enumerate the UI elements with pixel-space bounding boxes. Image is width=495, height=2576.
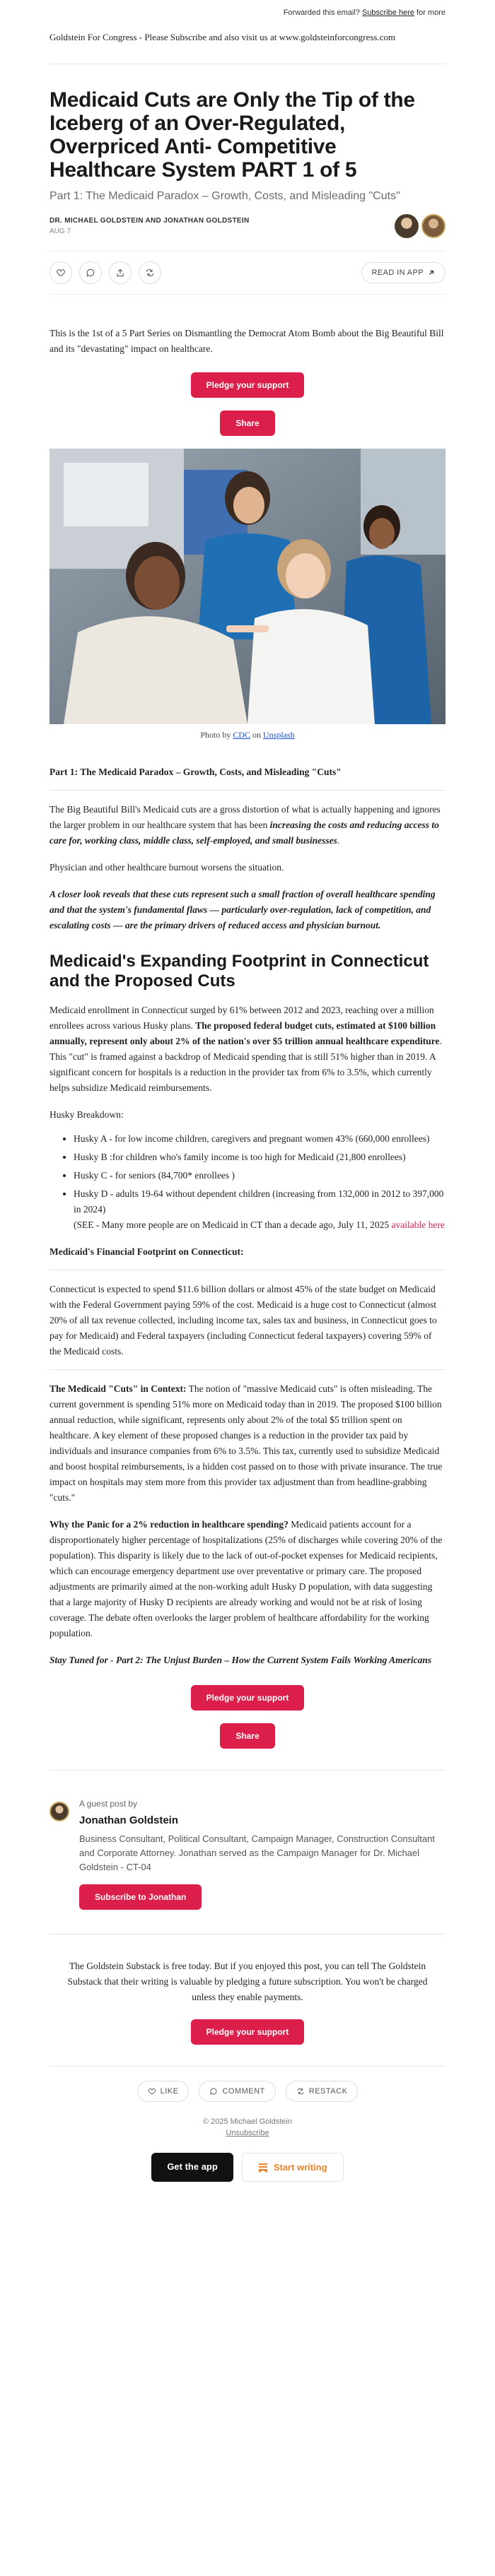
article-photo[interactable] <box>50 449 446 724</box>
footer-actions <box>50 2081 446 2102</box>
footer-like-button[interactable]: LIKE <box>137 2081 190 2102</box>
guest-post-card <box>50 1799 446 1910</box>
guest-name[interactable]: Jonathan Goldstein <box>79 1814 179 1826</box>
paragraph: Medicaid enrollment in Connecticut surged by 61% between 2012 and 2023, reaching over a million enrollees across various Husky plans. The proposed federal budget cuts, estimated at $100 billion annually, represent only about 2% of the nation's over $5 trillion annual healthcare expenditure. This "cut" is framed against a backdrop of Medicaid spending that is still 51% higher than in 2019. A significant concern for hospitals is a reduction in the provider tax from 6% to 3.5%, which currently helps subsidize Medicaid reimbursements. <box>50 1005 442 1093</box>
list-item: • Husky D - adults 19-64 without dependent children (increasing from 132,000 in 2012 to 397,000 in 2024) (SEE - Many more people are on Medicaid in CT than a decade ago, July 11, 2025 available here <box>74 1186 446 1233</box>
external-arrow-icon <box>428 269 435 276</box>
paragraph: Physician and other healthcare burnout worsens the situation. <box>50 862 284 873</box>
restack-button[interactable] <box>139 261 161 284</box>
paragraph: A closer look reveals that these cuts represent such a small fraction of overall healthcare spending and that the system's fundamental flaws — particularly over-regulation, lack of competition, and escalating costs — are the primary drivers of reduced access and physician burnout. <box>50 889 436 930</box>
guest-tag: A guest post by <box>79 1799 138 1809</box>
paragraph: The Medicaid "Cuts" in Context: The notion of "massive Medicaid cuts" is often misleading. The current government is spending 51% more on Medicaid today than in 2019. The proposed $100 billion annual reduction, while significant, represents only about 2% of the total $5 trillion spent on healthcare. A key element of these proposed changes is a reduction in the provider tax paid by individuals and insurance companies from 6% to 3.5%. This tax, currently used to subsidize Medicaid and boost hospital reimbursements, is a hidden cost passed on to those with private insurance. The true impact on hospitals may stem more from this provider tax adjustment than from headline-grabbing "cuts." <box>50 1383 443 1503</box>
guest-bio: Business Consultant, Political Consultant, Campaign Manager, Construction Consultant and Corporate Attorney. Jonathan served as the Campaign Manager for Dr. Michael Goldstein - CT-04 <box>79 1833 435 1872</box>
footer-note: The Goldstein Substack is free today. But if you enjoyed this post, you can tell The Goldstein Substack that their writing is valuable by pledging a future subscription. You won't be charged unless they enable payments. <box>67 1961 428 2002</box>
paragraph: Medicaid's Financial Footprint on Connecticut: <box>50 1246 244 1257</box>
byline <box>50 214 446 238</box>
footer-comment-button[interactable]: COMMENT <box>199 2081 275 2102</box>
divider <box>50 1369 446 1370</box>
part-heading: Part 1: The Medicaid Paradox – Growth, Costs, and Misleading "Cuts" <box>50 767 342 777</box>
vaccination-photo <box>50 449 446 724</box>
avatar[interactable] <box>421 214 446 238</box>
photo-source-link[interactable]: Unsplash <box>263 730 295 740</box>
pledge-button[interactable]: Pledge your support <box>191 372 305 398</box>
subscribe-jonathan-button[interactable]: Subscribe to Jonathan <box>79 1884 202 1910</box>
share-button[interactable] <box>109 261 132 284</box>
section-heading: Medicaid's Expanding Footprint in Connecticut and the Proposed Cuts <box>50 952 429 991</box>
start-writing-button[interactable]: Start writing <box>242 2153 344 2182</box>
restack-icon <box>145 268 155 278</box>
divider <box>50 1770 446 1771</box>
subscribe-here-link[interactable]: Subscribe here <box>361 8 414 17</box>
paragraph: The Big Beautiful Bill's Medicaid cuts are a gross distortion of what is actually happening and ignores the larger problem in our healthcare system that has been increasing the costs and reducing access to care for, working class, middle class, self-employed, and small businesses. <box>50 804 441 846</box>
lead-paragraph: This is the 1st of a 5 Part Series on Dismantling the Democrat Atom Bomb about the Big Beautiful Bill and its "devastating" impact on healthcare. <box>50 328 444 354</box>
authors[interactable]: DR. MICHAEL GOLDSTEIN AND JONATHAN GOLDSTEIN <box>50 217 250 225</box>
husky-list <box>50 1131 446 1233</box>
pledge-button[interactable]: Pledge your support <box>191 2019 305 2045</box>
husky-heading: Husky Breakdown: <box>50 1109 124 1120</box>
post-date: AUG 7 <box>50 228 71 235</box>
author-avatars <box>395 214 446 238</box>
app-buttons <box>50 2153 446 2182</box>
comment-icon <box>209 2087 218 2096</box>
post-subtitle: Part 1: The Medicaid Paradox – Growth, Costs, and Misleading "Cuts" <box>50 190 400 202</box>
available-here-link[interactable]: available here <box>391 1219 445 1230</box>
list-item: • Husky C - for seniors (84,700* enrollees ) <box>74 1168 446 1183</box>
read-in-app-button[interactable]: READ IN APP <box>361 262 446 283</box>
post-actions <box>50 251 446 295</box>
divider <box>50 790 446 791</box>
substack-logo-icon <box>258 2163 268 2173</box>
photo-caption: Photo by CDC on Unsplash <box>200 730 295 740</box>
share-post-button[interactable]: Share <box>220 1723 274 1749</box>
footer-restack-button[interactable]: RESTACK <box>286 2081 359 2102</box>
unsubscribe-link[interactable]: Unsubscribe <box>226 2129 269 2137</box>
divider <box>50 2066 446 2067</box>
list-item: • Husky B :for children who's family income is too high for Medicaid (21,800 enrollees) <box>74 1150 446 1165</box>
heart-icon <box>148 2087 156 2096</box>
article-body <box>50 764 446 1668</box>
heart-icon <box>56 268 66 278</box>
share-post-button[interactable]: Share <box>220 410 274 436</box>
comment-button[interactable] <box>79 261 102 284</box>
photo-author-link[interactable]: CDC <box>233 730 251 740</box>
list-item: • Husky A - for low income children, caregivers and pregnant women 43% (660,000 enrollees) <box>74 1131 446 1147</box>
get-app-button[interactable]: Get the app <box>151 2153 233 2182</box>
avatar[interactable] <box>395 214 419 238</box>
paragraph: Connecticut is expected to spend $11.6 billion dollars or almost 45% of the state budget on Medicaid with the Federal Government paying 59% of the cost. Medicaid is a huge cost to Connecticut (almost 20% of all tax revenue collected, including income tax, sales tax and business, in Connecticut goes to pay for Medicaid) and Federal taxpayers (including Connecticut federal taxpayers) covering 59% of the Medicaid costs. <box>50 1284 437 1357</box>
avatar[interactable] <box>50 1802 69 1821</box>
forward-notice: Forwarded this email? Subscribe here for more <box>283 8 446 17</box>
intro-note: Goldstein For Congress - Please Subscribe and also visit us at www.goldsteinforcongress.com <box>50 32 396 42</box>
copyright: © 2025 Michael Goldstein Unsubscribe <box>202 2117 293 2137</box>
share-icon <box>115 268 125 278</box>
like-button[interactable] <box>50 261 72 284</box>
comment-icon <box>86 268 95 278</box>
paragraph: Why the Panic for a 2% reduction in healthcare spending? Medicaid patients account for a disproportionately higher percentage of hospitalizations (25% of discharges while covering 20% of the population). This disparity is likely due to the lack of out-of-pocket expenses for Medicaid recipients, which can encourage emergency department use over preventative or primary care. The proposed adjustments are primarily aimed at the non-working adult Husky D population, with data suggesting that a large majority of Husky D recipients are already working and would not be at risk of losing coverage. The debate often overlooks the larger problem of healthcare affordability for the working population. <box>50 1519 443 1638</box>
stay-tuned: Stay Tuned for - Part 2: The Unjust Burden – How the Current System Fails Working Americans <box>50 1655 432 1665</box>
restack-icon <box>296 2087 305 2096</box>
pledge-button[interactable]: Pledge your support <box>191 1685 305 1711</box>
post-title[interactable]: Medicaid Cuts are Only the Tip of the Iceberg of an Over-Regulated, Overpriced Anti- Competitive Healthcare System PART 1 of 5 <box>50 88 415 182</box>
